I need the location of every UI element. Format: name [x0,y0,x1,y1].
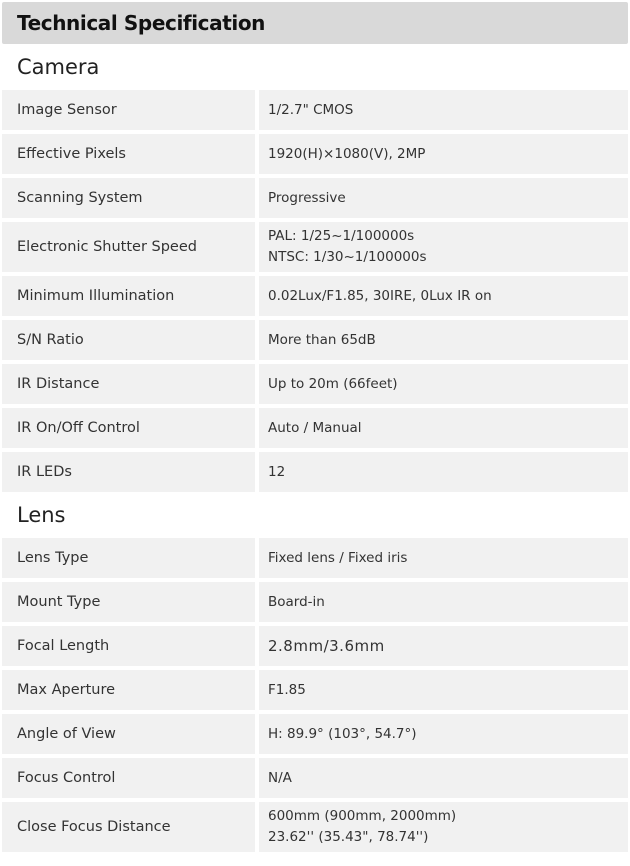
spec-value-line: Fixed lens / Fixed iris [268,549,408,566]
spec-row-ir-control [2,408,628,448]
spec-value [259,276,628,316]
spec-row-max-aperture [2,670,628,710]
spec-value [259,714,628,754]
spec-table-lens [2,538,628,852]
spec-value [259,802,628,852]
spec-label: Mount Type [2,582,255,622]
spec-row-shutter-speed [2,222,628,272]
spec-label: Minimum Illumination [2,276,255,316]
spec-row-effective-pixels [2,134,628,174]
spec-value-line: 1920(H)×1080(V), 2MP [268,145,426,162]
spec-value-line: Auto / Manual [268,419,362,436]
spec-label: Lens Type [2,538,255,578]
spec-label: Effective Pixels [2,134,255,174]
spec-label: Image Sensor [2,90,255,130]
spec-value-line: 12 [268,463,286,480]
spec-row-scanning-system [2,178,628,218]
spec-row-min-illumination [2,276,628,316]
spec-table-camera [2,90,628,492]
spec-row-image-sensor [2,90,628,130]
spec-label: Focus Control [2,758,255,798]
spec-label: Max Aperture [2,670,255,710]
spec-value-line: Up to 20m (66feet) [268,375,398,392]
spec-label: S/N Ratio [2,320,255,360]
spec-value [259,670,628,710]
spec-row-focal-length [2,626,628,666]
spec-label: Angle of View [2,714,255,754]
spec-row-close-focus-distance [2,802,628,852]
spec-value [259,90,628,130]
page-title: Technical Specification [2,2,628,44]
spec-row-angle-of-view [2,714,628,754]
spec-value-line: More than 65dB [268,331,376,348]
spec-value [259,626,628,666]
spec-value-line: NTSC: 1/30~1/100000s [268,249,427,265]
spec-value-line: 0.02Lux/F1.85, 30IRE, 0Lux IR on [268,287,492,304]
spec-value-line: 1/2.7" CMOS [268,101,354,118]
spec-value-line: 600mm (900mm, 2000mm) [268,808,457,824]
spec-label: Scanning System [2,178,255,218]
spec-value [259,538,628,578]
spec-row-focus-control [2,758,628,798]
spec-value [259,320,628,360]
spec-value-line: Board-in [268,593,325,610]
spec-value-line: 23.62'' (35.43", 78.74'') [268,829,429,845]
spec-row-sn-ratio [2,320,628,360]
spec-value-line: F1.85 [268,681,306,698]
spec-value-line: 2.8mm/3.6mm [268,636,385,655]
spec-value-line: PAL: 1/25~1/100000s [268,228,415,244]
spec-value [259,178,628,218]
spec-row-ir-distance [2,364,628,404]
spec-value [259,134,628,174]
spec-label: Close Focus Distance [2,802,255,852]
section-title-lens: Lens [17,503,66,527]
spec-value [259,582,628,622]
spec-label: IR On/Off Control [2,408,255,448]
spec-label: Focal Length [2,626,255,666]
spec-label: IR LEDs [2,452,255,492]
spec-value-line: H: 89.9° (103°, 54.7°) [268,725,417,742]
spec-value [259,222,628,272]
spec-row-ir-leds [2,452,628,492]
spec-label: IR Distance [2,364,255,404]
spec-value-line: Progressive [268,189,346,206]
spec-value [259,452,628,492]
spec-value [259,758,628,798]
spec-value-line: N/A [268,769,292,786]
spec-value [259,408,628,448]
section-title-camera: Camera [17,55,100,79]
spec-label: Electronic Shutter Speed [2,222,255,272]
spec-row-lens-type [2,538,628,578]
spec-row-mount-type [2,582,628,622]
spec-value [259,364,628,404]
